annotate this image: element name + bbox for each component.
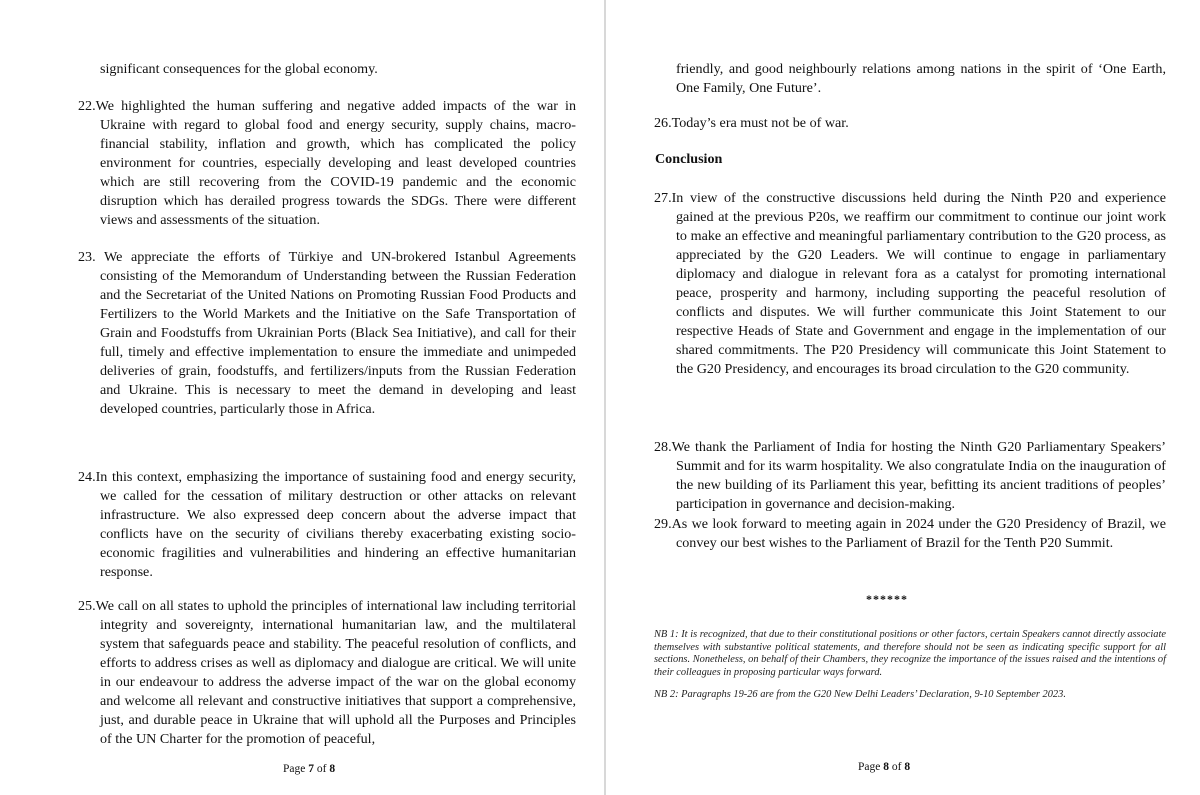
page-footer: [858, 761, 910, 773]
paragraph-25-end: friendly, and good neighbourly relations among nations in the spirit of ‘One Earth, One Family, One Future’.: [676, 61, 1166, 96]
section-separator: ******: [866, 592, 908, 606]
page-footer: [283, 763, 335, 775]
footer-current-page: 8: [883, 761, 889, 773]
paragraph-28: 28.We thank the Parliament of India for hosting the Ninth G20 Parliamentary Speakers’ Summit and for its warm hospitality. We also congratulate India on the inauguration of the new building of its Parliament this year, befitting its ancient traditions of peoples’ participation in governance and decision-making.: [654, 439, 1166, 512]
paragraph-27: 27.In view of the constructive discussions held during the Ninth P20 and experience gained at the previous P20s, we reaffirm our commitment to continue our joint work to make an effective and meaningful parliamentary contribution to the G20 process, as appreciated by the G20 Leaders. We will continue to engage in parliamentary diplomacy and dialogue in relevant fora as a catalyst for promoting international peace, prosperity and harmony, including supporting the peaceful resolution of conflicts and disputes. We will further communicate this Joint Statement to our respective Heads of State and Government and engage in the implementation of our shared commitments. The P20 Presidency will communicate this Joint Statement to the G20 Presidency, and encourages its broad circulation to the G20 community.: [654, 190, 1166, 377]
paragraph-26: 26.Today’s era must not be of war.: [654, 115, 849, 131]
paragraph-24: 24.In this context, emphasizing the importance of sustaining food and energy security, we called for the cessation of military destruction or other attacks on relevant infrastructure. We also expressed deep concern about the adverse impact that conflicts have on the security of civilians thereby exacerbating existing socio-economic fragilities and vulnerabilities and hindering an effective humanitarian response.: [78, 469, 576, 580]
footer-prefix: Page: [858, 761, 884, 773]
paragraph-22: 22.We highlighted the human suffering and negative added impacts of the war in Ukraine with regard to global food and energy security, supply chains, macro-financial stability, inflation and growth, which has complicated the policy environment for countries, especially developing and least developed countries which are still recovering from the COVID-19 pandemic and the economic disruption which has derailed progress towards the SDGs. There were different views and assessments of the situation.: [78, 98, 576, 228]
paragraph-23: 23. We appreciate the efforts of Türkiye and UN-brokered Istanbul Agreements consisting of the Memorandum of Understanding between the Russian Federation and the Secretariat of the United Nations on Promoting Russian Food Products and Fertilizers to the World Markets and the Initiative on the Safe Transportation of Grain and Foodstuffs from Ukrainian Ports (Black Sea Initiative), and call for their full, timely and effective implementation to ensure the immediate and unimpeded deliveries of grain, foodstuffs, and fertilizers/inputs from the Russian Federation and Ukraine. This is necessary to meet the demand in developing and least developed countries, particularly those in Africa.: [78, 249, 576, 417]
footer-middle: of: [313, 763, 330, 775]
paragraph-21-end: significant consequences for the global economy.: [100, 61, 378, 77]
paragraph-25: 25.We call on all states to uphold the principles of international law including territorial integrity and sovereignty, international humanitarian law, and the multilateral system that safeguards peace and stability. The peaceful resolution of conflicts, and efforts to address crises as well as diplomacy and dialogue are critical. We will unite in our endeavour to address the adverse impact of the war on the global economy and welcome all relevant and constructive initiatives that support a comprehensive, just, and durable peace in Ukraine that will uphold all the Purposes and Principles of the UN Charter for the promotion of peaceful,: [78, 598, 576, 747]
paragraph-29: 29.As we look forward to meeting again in 2024 under the G20 Presidency of Brazil, we convey our best wishes to the Parliament of Brazil for the Tenth P20 Summit.: [654, 516, 1166, 551]
footer-total-pages: 8: [904, 761, 911, 773]
footer-current-page: 7: [308, 763, 314, 775]
footer-middle: of: [888, 761, 905, 773]
page-8: [606, 0, 1200, 795]
note-nb1: NB 1: It is recognized, that due to their constitutional positions or other factors, certain Speakers cannot directly associate themselves with substantive political statements, and therefore should not be seen as indicating specific support for all sections. Nonetheless, on behalf of their Chambers, they recognize the importance of the issues raised and the intentions of their colleagues in proposing particular ways forward.: [654, 629, 1166, 678]
section-heading: Conclusion: [655, 151, 723, 167]
footer-total-pages: 8: [329, 763, 336, 775]
footer-prefix: Page: [283, 763, 309, 775]
note-nb2: NB 2: Paragraphs 19-26 are from the G20 New Delhi Leaders’ Declaration, 9-10 September 2023.: [654, 689, 1066, 700]
